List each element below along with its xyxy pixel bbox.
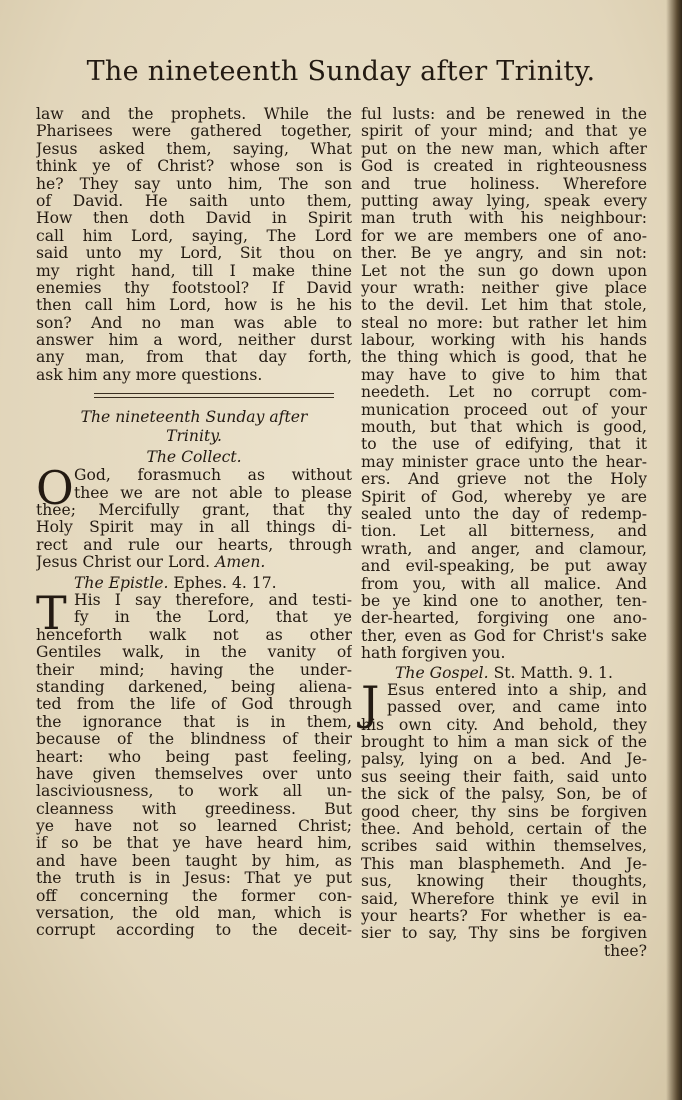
text-line: passed over, and came into [387, 699, 647, 717]
catchword: thee? [603, 941, 647, 960]
text-line: lasciviousness, to work all un- [36, 783, 352, 801]
text-line: This man blasphemeth. And Je- [361, 855, 647, 873]
text-line: any man, from that day forth, [36, 349, 352, 367]
text-line: God is created in righteousness [361, 158, 647, 176]
text-line: fy in the Lord, that ye [74, 609, 352, 627]
text-line: sealed unto the day of redemp- [361, 505, 647, 523]
text-line: cleanness with greediness. But [36, 800, 352, 818]
text-line: from you, with all malice. And [361, 575, 647, 593]
gospel-block [361, 675, 647, 943]
text-line: if so be that ye have heard him, [36, 835, 352, 853]
text-line: put on the new man, which after [361, 140, 647, 158]
text-line: to the devil. Let him that stole, [361, 297, 647, 315]
text-line: putting away lying, speak every [361, 192, 647, 210]
text-line: corrupt according to the deceit- [36, 922, 352, 940]
epistle-indented-lines [36, 592, 352, 627]
text-line: steal no more: but rather let him [361, 314, 647, 332]
text-line: heart: who being past feeling, [36, 748, 352, 766]
text-line: How then doth David in Spirit [36, 210, 352, 228]
left-column [36, 106, 352, 940]
text-line: sus seeing their faith, said unto [361, 768, 647, 786]
text-line: and evil-speaking, be put away [361, 558, 647, 576]
text-line: munication proceed out of your [361, 401, 647, 419]
text-line: answer him a word, neither durst [36, 332, 352, 350]
text-line: versation, the old man, which is [36, 905, 352, 923]
text-line: thee we are not able to please [74, 484, 352, 502]
text-line: son? And no man was able to [36, 314, 352, 332]
collect-heading: The Collect. [146, 448, 242, 467]
epistle-heading: The Epistle. [74, 573, 169, 592]
text-line: of David. He saith unto them, [36, 192, 352, 210]
collect-amen: Amen. [215, 554, 266, 572]
text-line: off concerning the former con- [36, 887, 352, 905]
text-line: the truth is in Jesus: That ye put [36, 870, 352, 888]
text-line: Spirit of God, whereby ye are [361, 488, 647, 506]
left-paragraph-gospel-end [36, 106, 352, 384]
text-line: spirit of your mind; and that ye [361, 123, 647, 141]
text-line: enemies thy footstool? If David [36, 279, 352, 297]
gospel-heading-line [361, 665, 647, 682]
section-divider [94, 393, 334, 398]
text-line: mouth, but that which is good, [361, 419, 647, 437]
text-line: labour, working with his hands [361, 332, 647, 350]
text-line: ted from the life of God through [36, 696, 352, 714]
page-header: The nineteenth Sunday after Trinity. [86, 56, 596, 87]
text-line: he? They say unto him, The son [36, 175, 352, 193]
text-line: his own city. And behold, they [361, 716, 647, 734]
text-line: Jesus asked them, saying, What [36, 140, 352, 158]
text-line: thee. And behold, certain of the [361, 821, 647, 839]
text-line: for we are members one of ano- [361, 227, 647, 245]
text-line: think ye of Christ? whose son is [36, 158, 352, 176]
text-line: standing darkened, being aliena- [36, 678, 352, 696]
collect-last-text: Jesus Christ our Lord. [36, 554, 211, 572]
text-line: the ignorance that is in them, [36, 713, 352, 731]
text-line: good cheer, thy sins be forgiven [361, 803, 647, 821]
gospel-indented-lines [361, 682, 647, 717]
epistle-heading-line [36, 575, 352, 592]
text-line: hath forgiven you. [361, 645, 506, 663]
text-line: ful lusts: and be renewed in the [361, 106, 647, 123]
text-line: Esus entered into a ship, and [387, 681, 647, 699]
section-title-line1: The nineteenth Sunday after [80, 408, 308, 427]
text-line: have given themselves over unto [36, 765, 352, 783]
gospel-heading: The Gospel. [395, 663, 489, 682]
section-title [36, 408, 352, 446]
text-line: needeth. Let no corrupt com- [361, 384, 647, 402]
text-line: henceforth walk not as other [36, 626, 352, 644]
epistle-drop-cap: T [36, 586, 67, 640]
text-line: my right hand, till I make thine [36, 262, 352, 280]
text-line: ers. And grieve not the Holy [361, 471, 647, 489]
text-line: may minister grace unto the hear- [361, 453, 647, 471]
collect-drop-cap: O [36, 461, 74, 516]
text-line: and true holiness. Wherefore [361, 175, 647, 193]
text-line: call him Lord, saying, The Lord [36, 227, 352, 245]
text-line: tion. Let all bitterness, and [361, 523, 647, 541]
text-line: their mind; having the under- [36, 661, 352, 679]
collect-last-line [36, 554, 352, 571]
right-column [361, 106, 647, 960]
page-edge-shadow [666, 0, 682, 1100]
text-line: said, Wherefore think ye evil in [361, 890, 647, 908]
gospel-drop-cap: J [361, 675, 380, 730]
epistle-reference: Ephes. 4. 17. [173, 573, 277, 592]
collect-block [36, 461, 352, 572]
text-line: Gentiles walk, in the vanity of [36, 644, 352, 662]
text-line: and have been taught by him, as [36, 852, 352, 870]
text-line: Holy Spirit may in all things di- [36, 519, 352, 537]
text-line: ther. Be ye angry, and sin not: [361, 245, 647, 263]
text-line: palsy, lying on a bed. And Je- [361, 751, 647, 769]
text-line: man truth with his neighbour: [361, 210, 647, 228]
text-line: der-hearted, forgiving one ano- [361, 610, 647, 628]
text-line: Pharisees were gathered together, [36, 123, 352, 141]
text-line: your wrath: neither give place [361, 279, 647, 297]
text-line: the sick of the palsy, Son, be of [361, 786, 647, 804]
text-line: the thing which is good, that he [361, 349, 647, 367]
section-title-line2: Trinity. [166, 427, 222, 446]
text-line: ye have not so learned Christ; [36, 818, 352, 836]
epistle-block [36, 586, 352, 940]
text-line: because of the blindness of their [36, 731, 352, 749]
collect-lines [36, 502, 352, 554]
text-line: said unto my Lord, Sit thou on [36, 245, 352, 263]
text-line: to the use of edifying, that it [361, 436, 647, 454]
text-line: may have to give to him that [361, 366, 647, 384]
text-line: law and the prophets. While the [36, 106, 352, 123]
gospel-reference: St. Matth. 9. 1. [493, 663, 613, 682]
text-line: ask him any more questions. [36, 366, 263, 384]
text-line: then call him Lord, how is he his [36, 297, 352, 315]
text-line: thee; Mercifully grant, that thy [36, 502, 352, 520]
right-paragraph-epistle-continued [361, 106, 647, 663]
text-line: His I say therefore, and testi- [74, 592, 352, 609]
text-line: your hearts? For whether is ea- [361, 907, 647, 925]
text-line: God, forasmuch as without [74, 467, 352, 485]
collect-indented-lines [36, 467, 352, 502]
text-line: ther, even as God for Christ's sake [361, 627, 647, 645]
text-line: rect and rule our hearts, through [36, 536, 352, 554]
gospel-lines [361, 717, 647, 943]
text-line: be ye kind one to another, ten- [361, 592, 647, 610]
text-line: scribes said within themselves, [361, 838, 647, 856]
text-line: sus, knowing their thoughts, [361, 873, 647, 891]
text-line: sier to say, Thy sins be forgiven [361, 925, 647, 943]
text-line: wrath, and anger, and clamour, [361, 540, 647, 558]
text-line: Let not the sun go down upon [361, 262, 647, 280]
text-line: brought to him a man sick of the [361, 734, 647, 752]
epistle-lines [36, 627, 352, 940]
